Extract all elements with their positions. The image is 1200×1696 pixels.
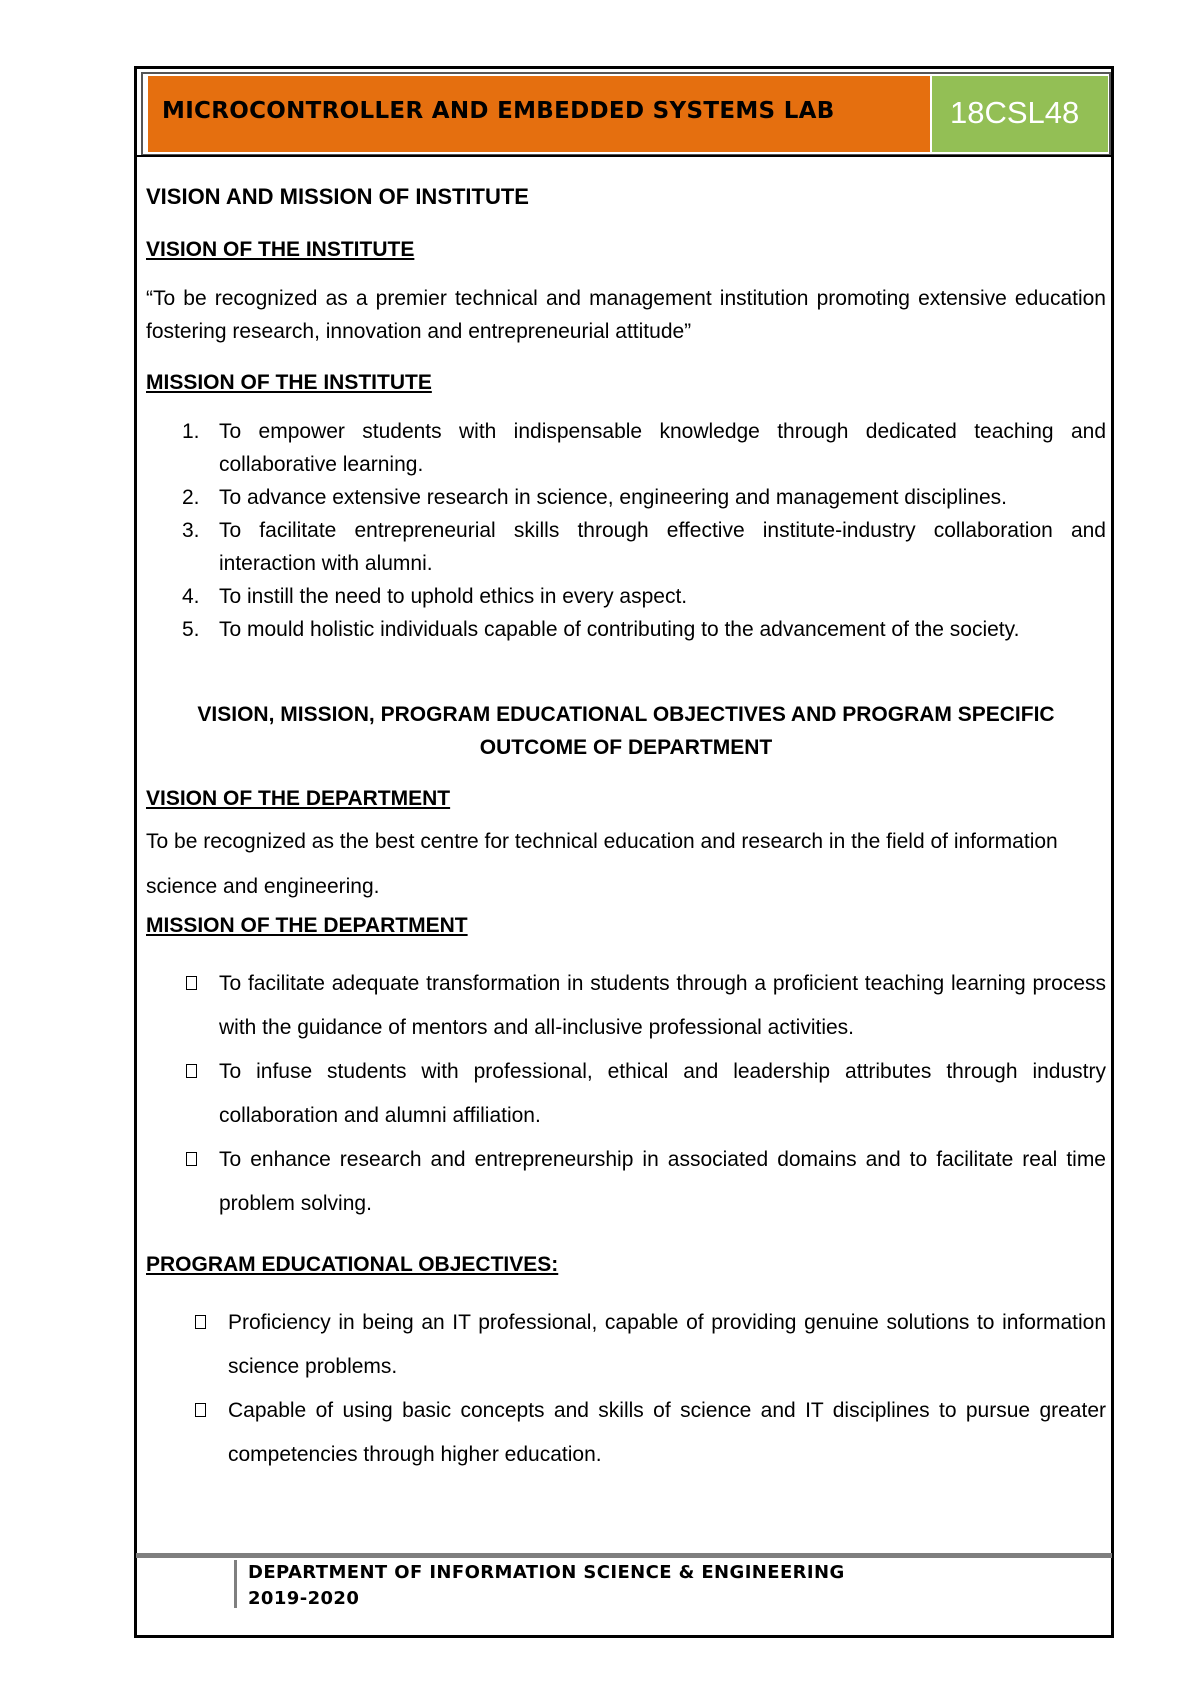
footer-year: 2019-2020 (248, 1588, 360, 1609)
list-item (146, 1389, 1106, 1477)
list-number: 3. (182, 519, 200, 542)
institute-vision-heading: VISION OF THE INSTITUTE (146, 238, 415, 261)
list-item-text: To infuse students with professional, ethical and leadership attributes through industry collaboration and alumni affiliation. (219, 1060, 1106, 1127)
checkbox-bullet-icon (186, 976, 197, 990)
list-item-text: To facilitate entrepreneurial skills through effective institute-industry collaboration and interaction with alumni. (219, 519, 1106, 575)
header-divider (136, 155, 1112, 157)
department-vision-text: To be recognized as the best centre for technical education and research in the field of information science and engineering. (146, 830, 1058, 898)
list-item-text: To mould holistic individuals capable of contributing to the advancement of the society. (219, 618, 1020, 641)
checkbox-bullet-icon (195, 1403, 206, 1417)
list-number: 1. (182, 420, 200, 443)
list-item-text: Capable of using basic concepts and skills of science and IT disciplines to pursue greater competencies through higher education. (228, 1399, 1106, 1466)
checkbox-bullet-icon (186, 1152, 197, 1166)
list-item-text: To facilitate adequate transformation in students through a proficient teaching learning process with the guidance of mentors and all-inclusive professional activities. (219, 972, 1106, 1039)
department-mission-heading: MISSION OF THE DEPARTMENT (146, 914, 468, 937)
checkbox-bullet-icon (195, 1315, 206, 1329)
lab-title: MICROCONTROLLER AND EMBEDDED SYSTEMS LAB (162, 98, 835, 124)
list-item-text: To advance extensive research in science, engineering and management disciplines. (219, 486, 1007, 509)
list-item (146, 481, 1106, 514)
list-item-text: To empower students with indispensable knowledge through dedicated teaching and collaborative learning. (219, 420, 1106, 476)
department-mission-list (146, 962, 1106, 1226)
list-item (146, 514, 1106, 580)
footer-divider (136, 1553, 1112, 1558)
list-item-text: To enhance research and entrepreneurship in associated domains and to facilitate real time problem solving. (219, 1148, 1106, 1215)
course-code: 18CSL48 (950, 95, 1080, 130)
list-item (146, 415, 1106, 481)
list-item-text: Proficiency in being an IT professional, capable of providing genuine solutions to information science problems. (228, 1311, 1106, 1378)
list-number: 2. (182, 486, 200, 509)
institute-vision-text: “To be recognized as a premier technical and management institution promoting extensive education fostering research, innovation and entrepreneurial attitude” (146, 287, 1106, 343)
list-item (146, 580, 1106, 613)
list-number: 4. (182, 585, 200, 608)
institute-mission-heading: MISSION OF THE INSTITUTE (146, 371, 432, 394)
peo-list (146, 1301, 1106, 1477)
list-item (146, 1050, 1106, 1138)
peo-heading: PROGRAM EDUCATIONAL OBJECTIVES: (146, 1253, 559, 1276)
list-item (146, 1138, 1106, 1226)
department-vision-heading: VISION OF THE DEPARTMENT (146, 787, 451, 810)
list-item (146, 1301, 1106, 1389)
page-content (146, 180, 1106, 1477)
institute-mission-list (146, 415, 1106, 646)
footer-accent-bar (234, 1560, 237, 1608)
list-item (146, 613, 1106, 646)
list-item (146, 962, 1106, 1050)
institute-heading: VISION AND MISSION OF INSTITUTE (146, 184, 529, 209)
department-heading: VISION, MISSION, PROGRAM EDUCATIONAL OBJECTIVES AND PROGRAM SPECIFIC OUTCOME OF DEPARTMENT (197, 703, 1055, 759)
list-item-text: To instill the need to uphold ethics in every aspect. (219, 585, 688, 608)
footer-department: DEPARTMENT OF INFORMATION SCIENCE & ENGINEERING (248, 1562, 845, 1583)
list-number: 5. (182, 618, 200, 641)
checkbox-bullet-icon (186, 1064, 197, 1078)
